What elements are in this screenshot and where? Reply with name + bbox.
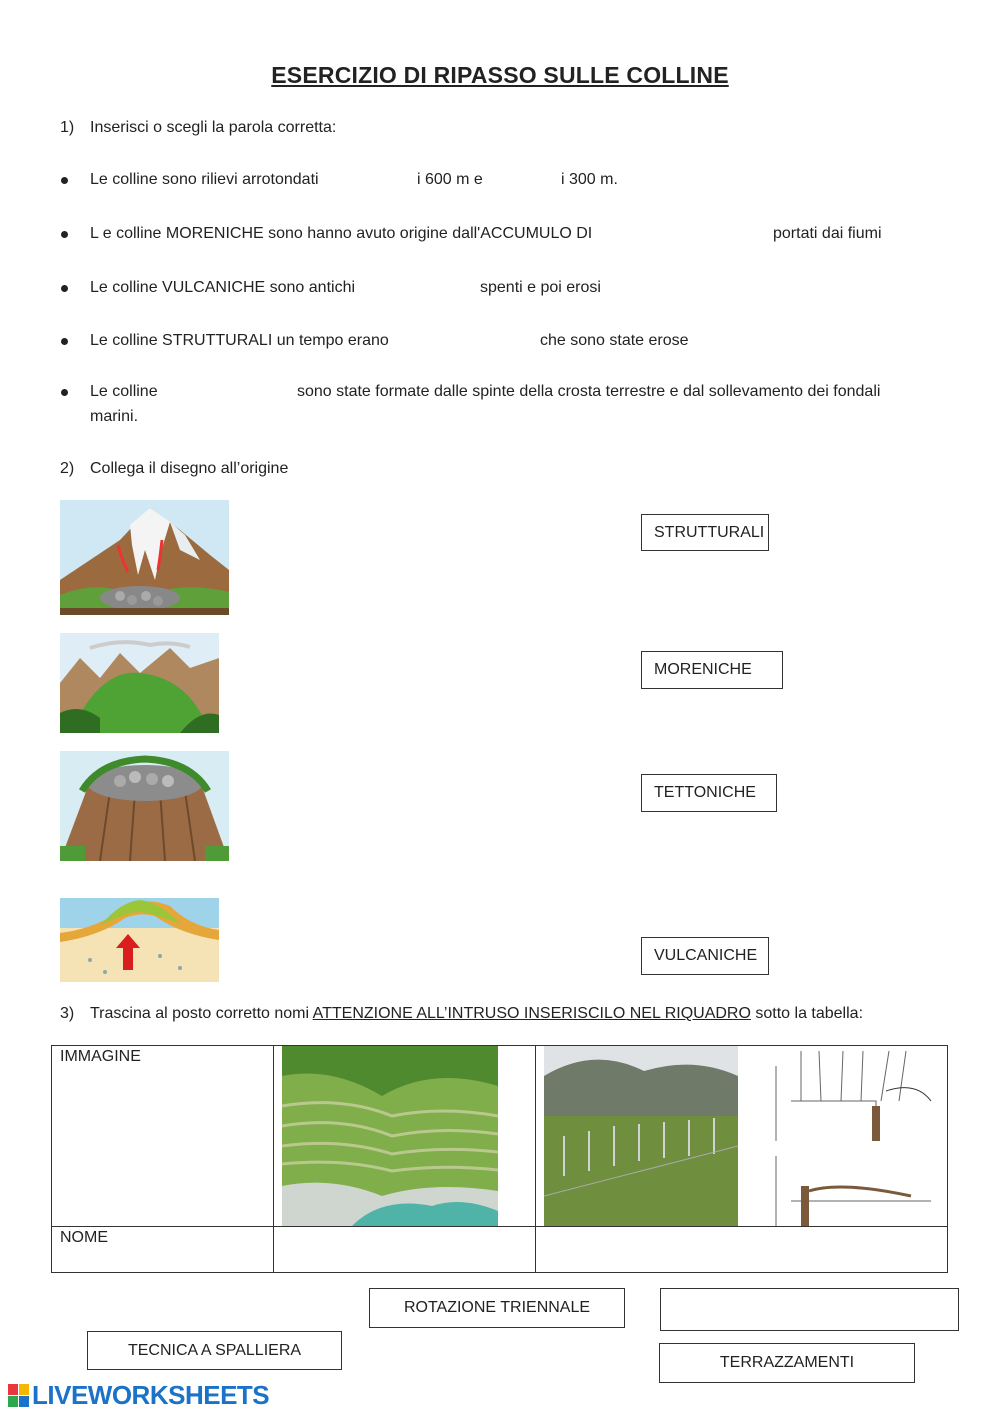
- table-cell-image-1: [273, 1046, 535, 1227]
- espalier-diagram: [741, 1046, 947, 1226]
- section3-heading-underlined: ATTENZIONE ALL’INTRUSO INSERISCILO NEL RIQUADRO: [312, 1005, 751, 1022]
- table-cell-image-2: [535, 1046, 947, 1227]
- espalier-drawing: [741, 1046, 947, 1226]
- page-title: ESERCIZIO DI RIPASSO SULLE COLLINE: [271, 62, 729, 88]
- name-drop-zone-1[interactable]: [273, 1227, 535, 1273]
- drag-word-rotazione-triennale[interactable]: ROTAZIONE TRIENNALE: [369, 1288, 625, 1328]
- bullet: [61, 231, 68, 238]
- gap-2-input[interactable]: [610, 223, 772, 247]
- section3-heading: [90, 1002, 863, 1026]
- sentence-5-part-c: marini.: [90, 408, 139, 425]
- sentence-5-part-b: sono state formate dalle spinte della crosta terrestre e dal sollevamento dei fondali: [297, 383, 881, 400]
- label-strutturali[interactable]: STRUTTURALI: [641, 514, 769, 551]
- section1-heading: Inserisci o scegli la parola corretta:: [90, 119, 337, 136]
- moraine-hill-drawing: [60, 500, 229, 615]
- sentence-2-part-a: L e colline MORENICHE sono hanno avuto origine dall'ACCUMULO DI: [90, 225, 593, 242]
- table-row-label: NOME: [60, 1229, 108, 1246]
- label-moreniche[interactable]: MORENICHE: [641, 651, 783, 689]
- liveworksheets-logo[interactable]: [8, 1380, 269, 1411]
- tectonic-uplift-illustration[interactable]: [60, 898, 219, 982]
- logo-text: LIVEWORKSHEETS: [32, 1380, 270, 1410]
- sentence-1-part-b: i 600 m e: [417, 171, 483, 188]
- bullet: [61, 389, 68, 396]
- sentence-2-part-b: portati dai fiumi: [773, 225, 882, 242]
- drag-word-tecnica-a-spalliera[interactable]: TECNICA A SPALLIERA: [87, 1331, 342, 1370]
- terraced-hills-drawing: [282, 1046, 498, 1226]
- moraine-hill-illustration[interactable]: [60, 500, 229, 615]
- terraced-hills-photo: [282, 1046, 498, 1226]
- gap-1a-input[interactable]: [342, 169, 416, 193]
- label-vulcaniche[interactable]: VULCANICHE: [641, 937, 769, 975]
- tectonic-uplift-drawing: [60, 898, 219, 982]
- section3-heading-pre: Trascina al posto corretto nomi: [90, 1005, 313, 1022]
- vineyard-photo: [544, 1046, 738, 1226]
- sentence-4-part-b: che sono state erose: [540, 332, 689, 349]
- vineyard-drawing: [544, 1046, 738, 1226]
- gap-4-input[interactable]: [402, 330, 538, 354]
- table-row-label: IMMAGINE: [60, 1048, 141, 1065]
- bullet: [61, 177, 68, 184]
- sentence-1-part-a: Le colline sono rilievi arrotondati: [90, 171, 319, 188]
- structural-hill-illustration[interactable]: [60, 751, 229, 861]
- section3-number: 3): [60, 1005, 75, 1022]
- section2-number: 2): [60, 460, 75, 477]
- table-cell-nome-label: [52, 1227, 274, 1273]
- sentence-5-part-a: Le colline: [90, 383, 158, 400]
- drag-word-terrazzamenti[interactable]: TERRAZZAMENTI: [659, 1343, 915, 1383]
- gap-3-input[interactable]: [364, 277, 478, 301]
- sentence-3-part-b: spenti e poi erosi: [480, 279, 601, 296]
- sentence-4-part-a: Le colline STRUTTURALI un tempo erano: [90, 332, 389, 349]
- sentence-1-part-c: i 300 m.: [561, 171, 618, 188]
- gap-5-input[interactable]: [166, 381, 296, 405]
- structural-hill-drawing: [60, 751, 229, 861]
- table-cell-immagine-label: [52, 1046, 274, 1227]
- bullet: [61, 285, 68, 292]
- liveworksheets-logo-icon: [8, 1384, 30, 1408]
- volcanic-hill-illustration[interactable]: [60, 633, 219, 733]
- section1-number: 1): [60, 119, 75, 136]
- sentence-3-part-a: Le colline VULCANICHE sono antichi: [90, 279, 356, 296]
- label-tettoniche[interactable]: TETTONICHE: [641, 774, 777, 812]
- answer-table: [51, 1045, 948, 1273]
- section3-heading-post: sotto la tabella:: [750, 1005, 864, 1022]
- volcanic-hill-drawing: [60, 633, 219, 733]
- intruder-drop-box[interactable]: [660, 1288, 959, 1331]
- section2-heading: Collega il disegno all’origine: [90, 460, 289, 477]
- gap-1b-input[interactable]: [490, 169, 560, 193]
- bullet: [61, 338, 68, 345]
- name-drop-zone-2[interactable]: [535, 1227, 947, 1273]
